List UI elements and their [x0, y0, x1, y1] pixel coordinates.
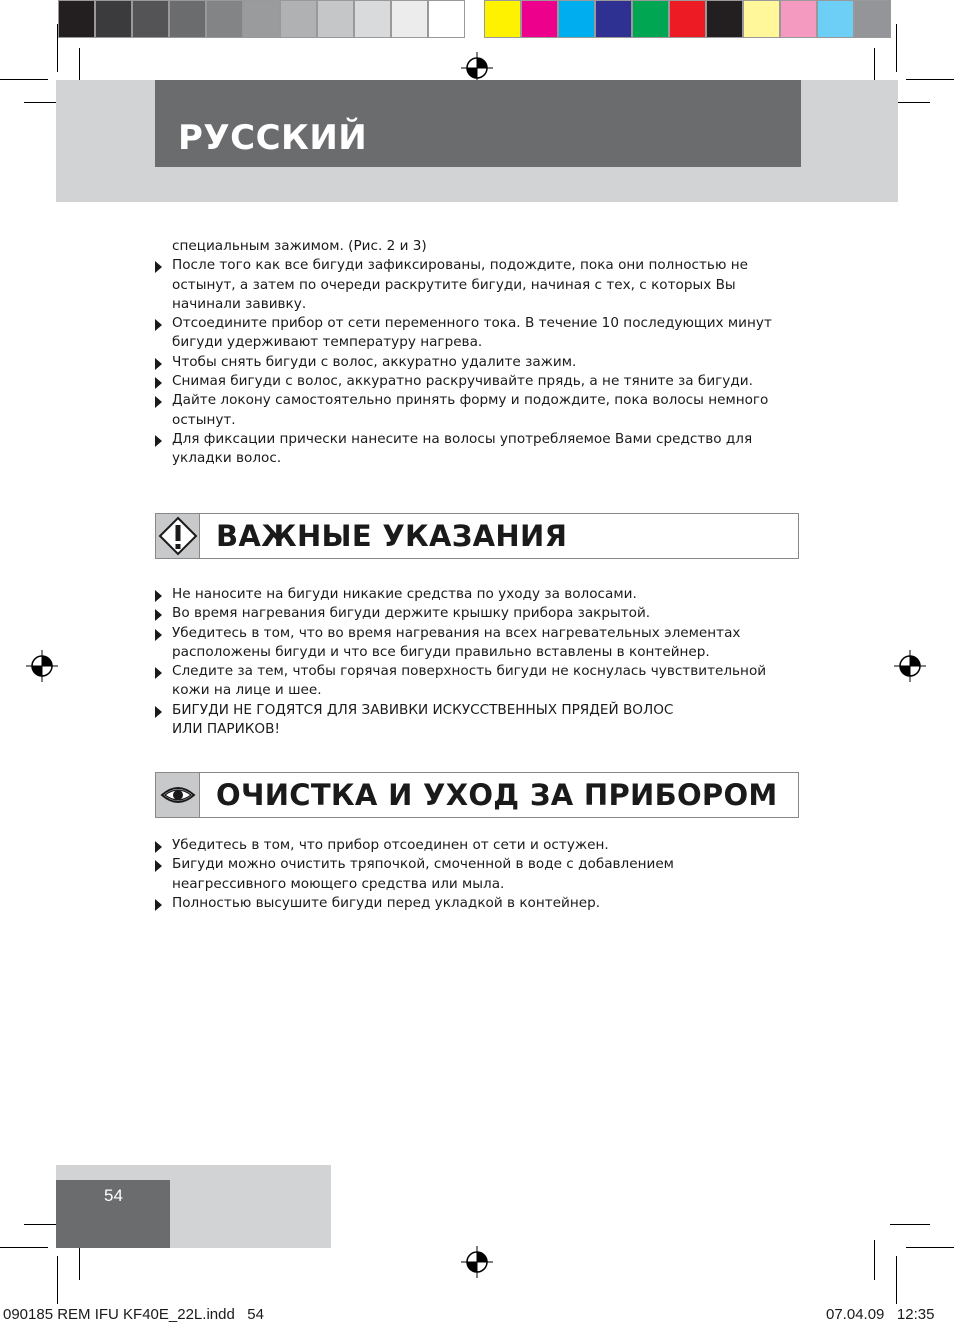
- eye-icon: [156, 773, 200, 817]
- bullet-line: Полностью высушите бигуди перед укладкой в контейнер.: [172, 894, 601, 911]
- color-swatch: [854, 0, 891, 38]
- bullet-item: [153, 372, 793, 391]
- bullet-arrow-icon: [155, 358, 162, 370]
- bullet-line: ИЛИ ПАРИКОВ!: [172, 721, 280, 738]
- bullet-line: Для фиксации прически нанесите на волосы употребляемое Вами средство для: [172, 430, 753, 447]
- registration-mark-icon: [461, 1246, 493, 1278]
- bullet-item: [153, 662, 793, 701]
- bullet-item: [153, 836, 793, 855]
- bullet-line: начинали завивку.: [172, 295, 307, 312]
- page-title: РУССКИЙ: [178, 118, 368, 158]
- bullet-line: укладки волос.: [172, 450, 282, 467]
- bullet-line: Чтобы снять бигуди с волос, аккуратно удалите зажим.: [172, 353, 577, 370]
- footer-file-name: 090185 REM IFU KF40E_22L.indd 54: [3, 1306, 264, 1323]
- bullet-arrow-icon: [155, 841, 162, 853]
- important-list: [153, 585, 793, 739]
- bullet-arrow-icon: [155, 261, 162, 273]
- color-swatch: [558, 0, 595, 38]
- color-swatch: [243, 0, 280, 38]
- color-swatch: [632, 0, 669, 38]
- bullet-arrow-icon: [155, 860, 162, 872]
- bullet-line: После того как все бигуди зафиксированы, подождите, пока они полностью не: [172, 257, 748, 274]
- bullet-arrow-icon: [155, 590, 162, 602]
- bullet-arrow-icon: [155, 629, 162, 641]
- page-number: 54: [104, 1186, 123, 1205]
- color-swatch: [58, 0, 95, 38]
- cleaning-list: [153, 836, 793, 913]
- crop-mark: [906, 1247, 954, 1248]
- color-swatch: [354, 0, 391, 38]
- section-icon-cell: [156, 773, 200, 817]
- color-swatch: [521, 0, 558, 38]
- bullet-item: [153, 585, 793, 604]
- bullet-arrow-icon: [155, 899, 162, 911]
- bullet-line: остынут, а затем по очереди раскрутите бигуди, начиная с тех, с которых Вы: [172, 276, 736, 293]
- bullet-arrow-icon: [155, 667, 162, 679]
- bullet-arrow-icon: [155, 396, 162, 408]
- bullet-arrow-icon: [155, 609, 162, 621]
- registration-mark-icon: [894, 650, 926, 682]
- bullet-line: Снимая бигуди с волос, аккуратно раскручивайте прядь, а не тяните за бигуди.: [172, 373, 753, 390]
- bullet-item: [153, 256, 793, 314]
- gray-swatch-bar: [58, 0, 465, 38]
- color-swatch: [743, 0, 780, 38]
- bullet-line: Дайте локону самостоятельно принять форму и подождите, пока волосы немного: [172, 392, 769, 409]
- color-swatch: [280, 0, 317, 38]
- bullet-line: кожи на лице и шее.: [172, 682, 322, 699]
- color-swatch: [206, 0, 243, 38]
- bullet-line: расположены бигуди и что все бигуди правильно вставлены в контейнер.: [172, 643, 710, 660]
- cleaning-section-title: ОЧИСТКА И УХОД ЗА ПРИБОРОМ: [216, 778, 778, 812]
- color-swatch: [484, 0, 521, 38]
- crop-mark: [890, 1224, 930, 1225]
- bullet-line: Убедитесь в том, что прибор отсоединен от сети и остужен.: [172, 837, 609, 853]
- color-swatch: [706, 0, 743, 38]
- crop-mark: [896, 24, 897, 72]
- bullet-line: бигуди удерживают температуру нагрева.: [172, 334, 483, 351]
- bullet-arrow-icon: [155, 319, 162, 331]
- bullet-line: Убедитесь в том, что во время нагревания на всех нагревательных элементах: [172, 624, 741, 641]
- color-swatch: [669, 0, 706, 38]
- color-swatch: [169, 0, 206, 38]
- crop-mark: [906, 79, 954, 80]
- bullet-arrow-icon: [155, 706, 162, 718]
- color-swatch: [817, 0, 854, 38]
- bullet-line: БИГУДИ НЕ ГОДЯТСЯ ДЛЯ ЗАВИВКИ ИСКУССТВЕННЫХ ПРЯДЕЙ ВОЛОС: [172, 701, 674, 718]
- bullet-line: неагрессивного моющего средства или мыла.: [172, 875, 505, 892]
- bullet-item: [153, 894, 793, 913]
- important-section-header: [155, 513, 799, 559]
- bullet-arrow-icon: [155, 435, 162, 447]
- crop-mark: [896, 1256, 897, 1304]
- color-swatch: [317, 0, 354, 38]
- color-swatch: [595, 0, 632, 38]
- crop-mark: [57, 1256, 58, 1304]
- bullet-item: [153, 430, 793, 469]
- bullet-arrow-icon: [155, 377, 162, 389]
- bullet-line: Бигуди можно очистить тряпочкой, смоченной в воде с добавлением: [172, 856, 674, 873]
- cleaning-section-header: [155, 772, 799, 818]
- section-icon-cell: [156, 514, 200, 558]
- bullet-item: [153, 391, 793, 430]
- bullet-item: [153, 624, 793, 663]
- bullet-item: [153, 314, 793, 353]
- bullet-line: Отсоедините прибор от сети переменного тока. В течение 10 последующих минут: [172, 315, 772, 332]
- bullet-item: [153, 855, 793, 894]
- color-swatch: [391, 0, 428, 38]
- color-swatch: [132, 0, 169, 38]
- color-swatch: [428, 0, 465, 38]
- bullet-line: остынут.: [172, 411, 236, 428]
- crop-mark: [0, 1247, 48, 1248]
- registration-mark-icon: [26, 650, 58, 682]
- important-section-title: ВАЖНЫЕ УКАЗАНИЯ: [216, 519, 568, 553]
- color-swatch: [95, 0, 132, 38]
- continuation-line: специальным зажимом. (Рис. 2 и 3): [172, 238, 427, 254]
- bullet-line: Следите за тем, чтобы горячая поверхность бигуди не коснулась чувствительной: [172, 663, 767, 680]
- bullet-item: [153, 353, 793, 372]
- intro-list: [153, 237, 793, 469]
- bullet-line: Во время нагревания бигуди держите крышку прибора закрытой.: [172, 605, 651, 622]
- crop-mark: [0, 79, 48, 80]
- crop-mark: [874, 1240, 875, 1280]
- bullet-item: [153, 604, 793, 623]
- bullet-line: Не наносите на бигуди никакие средства по уходу за волосами.: [172, 586, 637, 602]
- color-swatch: [780, 0, 817, 38]
- footer-datetime: 07.04.09 12:35: [826, 1306, 935, 1323]
- bullet-item: [153, 701, 793, 740]
- color-swatch-bar: [484, 0, 891, 38]
- warning-diamond-icon: [156, 514, 200, 558]
- crop-mark: [57, 24, 58, 72]
